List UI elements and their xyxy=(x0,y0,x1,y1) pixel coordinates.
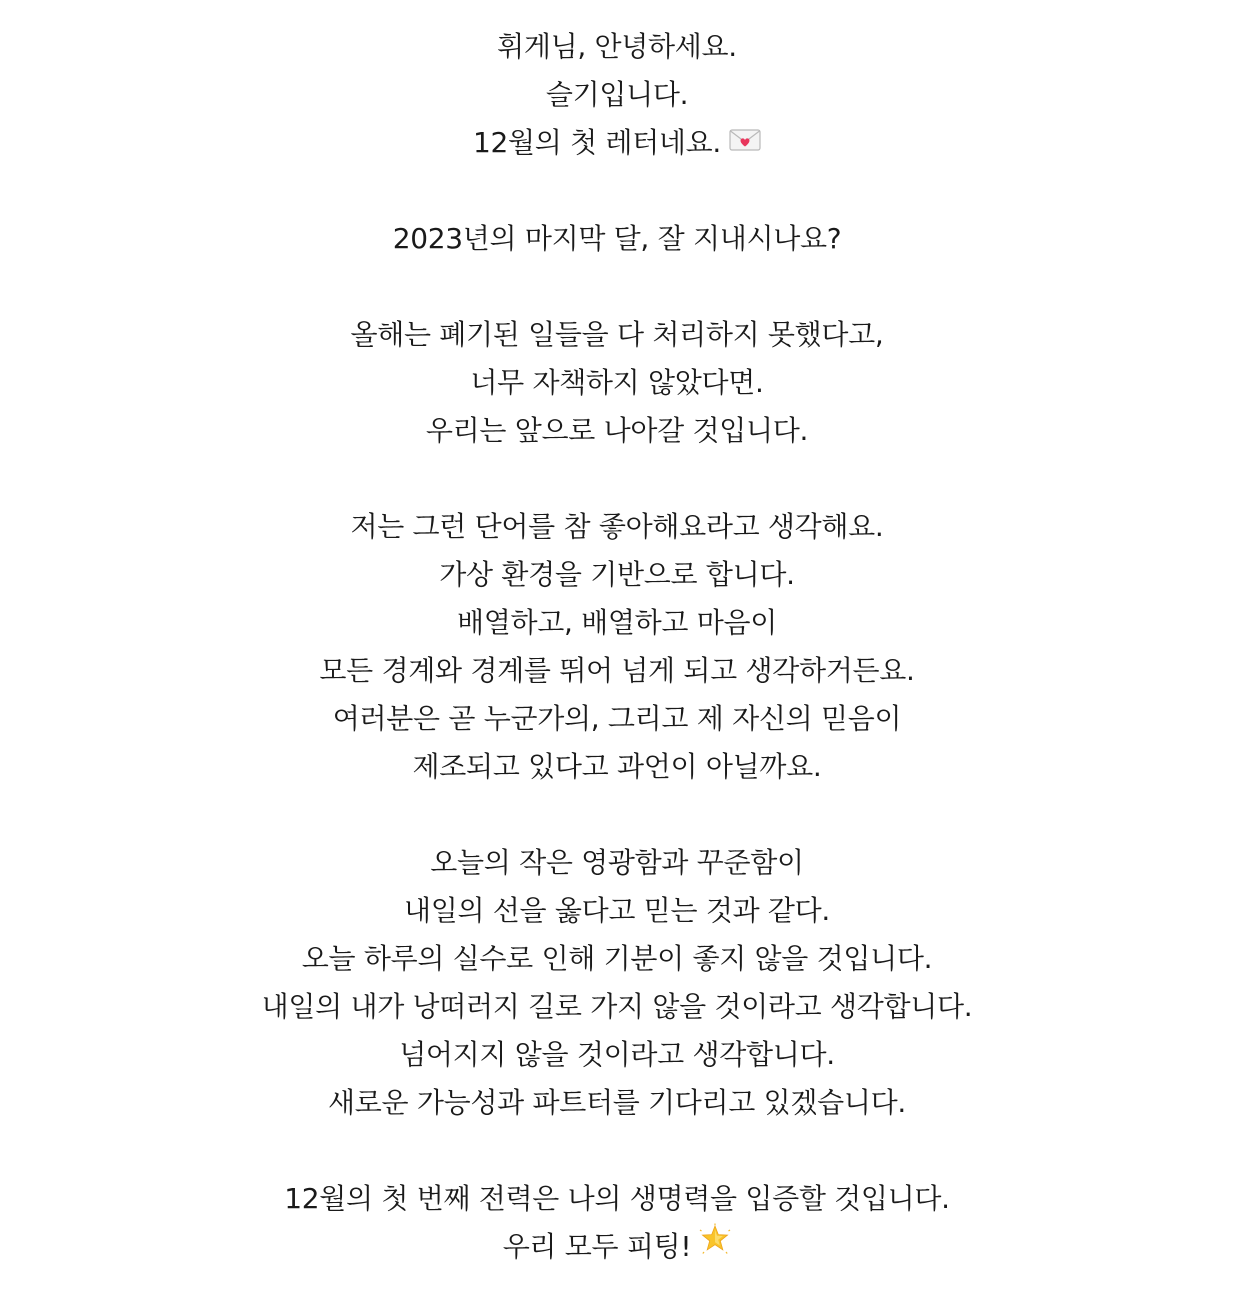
paragraph3-line-3: 오늘 하루의 실수로 인해 기분이 좋지 않을 것입니다. xyxy=(301,942,933,975)
greeting-line-3 xyxy=(0,119,1234,167)
spacer xyxy=(0,455,1234,503)
paragraph2-line-5: 여러분은 곧 누군가의, 그리고 제 자신의 믿음이 xyxy=(332,702,902,735)
paragraph3-line-4: 내일의 내가 낭떠러지 길로 가지 않을 것이라고 생각합니다. xyxy=(261,990,973,1023)
paragraph2-line-6: 제조되고 있다고 과언이 아닐까요. xyxy=(412,750,822,783)
greeting-line-3-text: 12월의 첫 레터네요. xyxy=(472,126,722,159)
glowing-star-icon xyxy=(699,1222,731,1270)
spacer xyxy=(0,263,1234,311)
closing-line-2-text: 우리 모두 피팅! xyxy=(502,1230,692,1263)
paragraph2-line-3: 배열하고, 배열하고 마음이 xyxy=(456,606,778,639)
greeting-line-1: 휘게님, 안녕하세요. xyxy=(497,30,737,63)
paragraph1-line-2: 너무 자책하지 않았다면. xyxy=(470,366,764,399)
spacer xyxy=(0,1127,1234,1175)
paragraph2-line-2: 가상 환경을 기반으로 합니다. xyxy=(439,558,795,591)
paragraph1-line-1: 올해는 폐기된 일들을 다 처리하지 못했다고, xyxy=(350,318,884,351)
greeting-line-2: 슬기입니다. xyxy=(545,78,689,111)
paragraph3-line-6: 새로운 가능성과 파트터를 기다리고 있겠습니다. xyxy=(328,1086,906,1119)
spacer xyxy=(0,791,1234,839)
paragraph1-line-3: 우리는 앞으로 나아갈 것입니다. xyxy=(425,414,809,447)
closing-line-2 xyxy=(0,1223,1234,1271)
paragraph2-line-1: 저는 그런 단어를 참 좋아해요라고 생각해요. xyxy=(350,510,884,543)
paragraph3-line-1: 오늘의 작은 영광함과 꾸준함이 xyxy=(430,846,804,879)
spacer xyxy=(0,167,1234,215)
paragraph2-line-4: 모든 경계와 경계를 뛰어 넘게 되고 생각하거든요. xyxy=(319,654,915,687)
paragraph3-line-5: 넘어지지 않을 것이라고 생각합니다. xyxy=(399,1038,835,1071)
love-letter-icon xyxy=(729,118,761,166)
paragraph3-line-2: 내일의 선을 옳다고 믿는 것과 같다. xyxy=(403,894,831,927)
closing-line-1: 12월의 첫 번째 전력은 나의 생명력을 입증할 것입니다. xyxy=(284,1182,950,1215)
question-line: 2023년의 마지막 달, 잘 지내시나요? xyxy=(392,222,842,255)
